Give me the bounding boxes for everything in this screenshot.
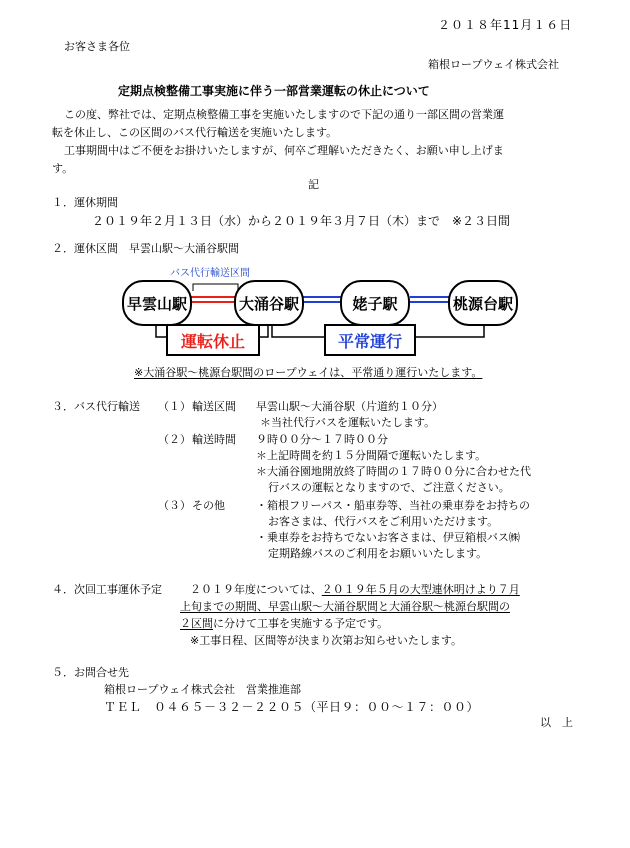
section4-line-4: ※工事日程、区間等が決まり次第お知らせいたします。 — [190, 634, 463, 647]
section4-line-1-pre: ２０１９年度については、 — [190, 583, 322, 596]
item2-label: （２） — [158, 433, 191, 446]
section4-line-2: 上旬までの期間、早雲山駅～大涌谷駅間と大涌谷駅～桃源台駅間の — [180, 600, 510, 613]
item3-bullet-1b: お客さまは、代行バスをご利用いただけます。 — [268, 515, 499, 528]
section4-line-1 — [190, 581, 520, 597]
section3-heading: ３．バス代行輸送 — [52, 400, 140, 413]
section4-line-1-underlined: ２０１９年５月の大型連休明けより７月 — [321, 583, 520, 596]
intro-line-1: この度、弊社では、定期点検整備工事を実施いたしますので下記の通り一部区間の営業運 — [64, 108, 504, 121]
section1-heading: １．運休期間 — [52, 196, 118, 209]
company-name: 箱根ロープウェイ株式会社 — [428, 58, 560, 71]
station-owakudani: 大涌谷駅 — [234, 280, 304, 326]
item2-note-1 — [256, 447, 486, 463]
contact-tel: ＴＥＬ ０４６５－３２－２２０５（平日９：００～１７：００） — [104, 700, 480, 714]
closing: 以 上 — [540, 716, 573, 729]
item1-label: （１） — [158, 400, 191, 413]
item2-text: ９時００分～１７時００分 — [256, 433, 388, 446]
document-title: 定期点検整備工事実施に伴う一部営業運転の休止について — [118, 84, 430, 98]
section4-line-3-post: に分けて工事を実施する予定です。 — [213, 617, 389, 630]
intro-line-2: 転を休止し、この区間のバス代行輸送を実施いたします。 — [52, 126, 338, 139]
item3-label: （３） — [158, 499, 191, 512]
ki-mark: 記 — [308, 178, 319, 191]
station-ubako: 姥子駅 — [340, 280, 410, 326]
section2-heading: ２．運休区間 早雲山駅～大涌谷駅間 — [52, 242, 239, 255]
normal-operation-box: 平常運行 — [324, 324, 416, 356]
contact-org: 箱根ロープウェイ株式会社 営業推進部 — [104, 683, 302, 696]
item2-note-2b: 行バスの運転となりますので、ご注意ください。 — [268, 481, 510, 494]
section2-note: ※大涌谷駅～桃源台駅間のロープウェイは、平常通り運行いたします。 — [134, 366, 483, 379]
item3-bullet-1a: ・箱根フリーパス・船車券等、当社の乗車券をお持ちの — [256, 499, 531, 512]
item2-note-1-text: ＊上記時間を約１５分間隔で運転いたします。 — [256, 449, 487, 462]
section5-heading: ５．お問合せ先 — [52, 666, 129, 679]
item2-title: 輸送時間 — [192, 433, 236, 446]
item2-note-2a: ＊大涌谷園地開放終了時間の１７時００分に合わせた代 — [256, 465, 531, 478]
section4-line-3 — [180, 615, 388, 631]
suspension-period: ２０１９年２月１３日（水）から２０１９年３月７日（木）まで ※２３日間 — [92, 214, 511, 228]
item1-title: 輸送区間 — [192, 400, 236, 413]
item1-note: ＊当社代行バスを運転いたします。 — [260, 416, 436, 429]
bus-section-label: バス代行輸送区間 — [170, 268, 250, 279]
document-date: ２０１８年11月１６日 — [438, 18, 573, 32]
item3-bullet-2a: ・乗車券をお持ちでないお客さまは、伊豆箱根バス㈱ — [256, 531, 520, 544]
addressee: お客さま各位 — [64, 40, 130, 53]
suspended-box: 運転休止 — [166, 324, 260, 356]
section4-heading: ４．次回工事運休予定 — [52, 583, 162, 596]
item1-text: 早雲山駅～大涌谷駅（片道約１０分） — [256, 400, 443, 413]
item3-title: その他 — [192, 499, 225, 512]
intro-line-3: 工事期間中はご不便をお掛けいたしますが、何卒ご理解いただきたく、お願い申し上げま — [64, 144, 504, 157]
item3-bullet-2b: 定期路線バスのご利用をお願いいたします。 — [268, 547, 488, 560]
section4-line-3-underlined: ２区間 — [180, 617, 213, 630]
station-togendai: 桃源台駅 — [448, 280, 518, 326]
station-sounzan: 早雲山駅 — [122, 280, 192, 326]
intro-line-4: す。 — [52, 162, 74, 175]
